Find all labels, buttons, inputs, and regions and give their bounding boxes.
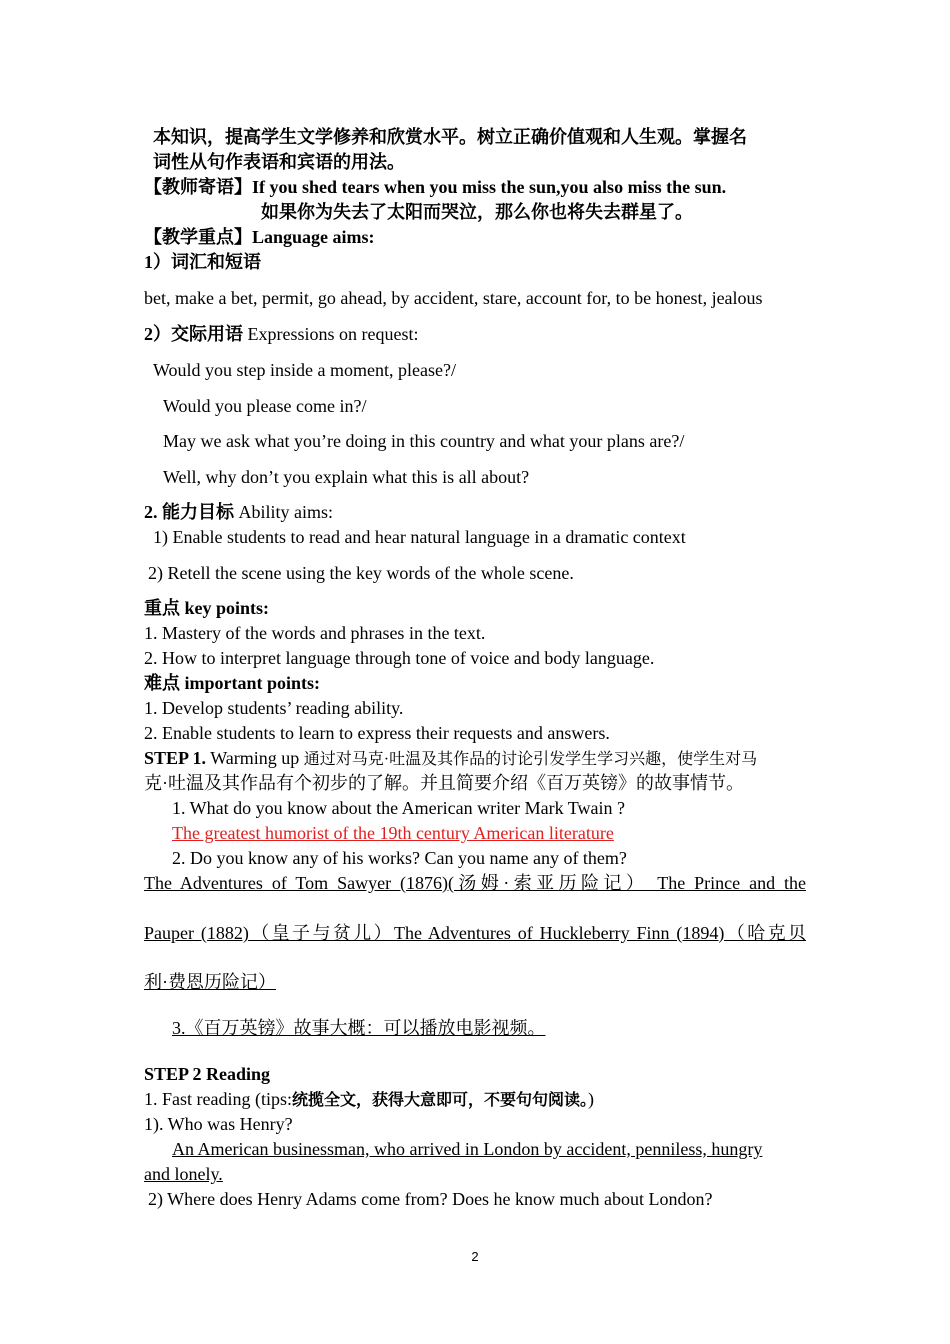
fast-reading	[144, 1087, 594, 1113]
step1-question-3: 3.《百万英镑》故事大概：可以播放电影视频。	[172, 1018, 546, 1038]
important-point-item: 2. Enable students to learn to express their requests and answers.	[144, 723, 610, 743]
step2-answer-1-line-1: An American businessman, who arrived in London by accident, penniless, hungry	[172, 1139, 763, 1159]
step2-heading: STEP 2 Reading	[144, 1064, 271, 1084]
page-number: 2	[471, 1249, 479, 1264]
teacher-quote-cn: 如果你为失去了太阳而哭泣，那么你也将失去群星了。	[261, 202, 693, 222]
step1-question-2: 2. Do you know any of his works? Can you name any of them?	[172, 848, 627, 868]
expressions-heading-en: Expressions on request:	[243, 324, 419, 344]
key-point-item: 2. How to interpret language through tone of voice and body language.	[144, 648, 655, 668]
step1-label: STEP 1.	[144, 748, 207, 768]
expression-item: May we ask what you’re doing in this country and what your plans are?/	[163, 431, 685, 451]
intro-line-1: 本知识，提高学生文学修养和欣赏水平。树立正确价值观和人生观。掌握名	[153, 127, 747, 147]
teaching-focus-label: 【教学重点】	[144, 227, 252, 247]
step1-answer-1: The greatest humorist of the 19th century American literature	[172, 823, 614, 843]
vocab-words: bet, make a bet, permit, go ahead, by accident, stare, account for, to be honest, jealous	[144, 288, 763, 308]
step1-desc-1: 通过对马克·吐温及其作品的讨论引发学生学习兴趣，使学生对马	[303, 751, 758, 768]
key-point-item: 1. Mastery of the words and phrases in the text.	[144, 623, 486, 643]
fast-reading-label: 1. Fast reading (tips:	[144, 1089, 292, 1109]
expression-item: Would you step inside a moment, please?/	[153, 360, 456, 380]
ability-item: 2) Retell the scene using the key words of the whole scene.	[148, 563, 574, 583]
fast-reading-end: )	[588, 1089, 594, 1109]
works-line-1: The Adventures of Tom Sawyer (1876)(汤姆·索亚历险记） The Prince and the	[144, 873, 806, 893]
step2-question-1: 1). Who was Henry?	[144, 1114, 293, 1134]
teacher-quote-en: If you shed tears when you miss the sun,you also miss the sun.	[252, 177, 727, 197]
works-line-2: Pauper (1882)（皇子与贫儿）The Adventures of Huckleberry Finn (1894)（哈克贝	[144, 923, 806, 943]
step1-question-1: 1. What do you know about the American writer Mark Twain ?	[172, 798, 625, 818]
intro-line-2: 词性从句作表语和宾语的用法。	[153, 152, 405, 172]
fast-reading-tip: 统揽全文，获得大意即可，不要句句阅读。	[291, 1092, 588, 1109]
ability-heading-en: Ability aims:	[234, 502, 333, 522]
teacher-quote	[144, 175, 726, 199]
vocab-heading: 1）词汇和短语	[144, 252, 261, 272]
step2-question-2: 2) Where does Henry Adams come from? Does he know much about London?	[148, 1189, 713, 1209]
important-point-item: 1. Develop students’ reading ability.	[144, 698, 404, 718]
expressions-heading	[144, 322, 418, 346]
teaching-focus	[144, 225, 375, 249]
teaching-focus-title: Language aims:	[252, 227, 375, 247]
expression-item: Would you please come in?/	[163, 396, 367, 416]
key-points-heading: 重点 key points:	[144, 598, 270, 618]
teacher-quote-label: 【教师寄语】	[144, 177, 252, 197]
ability-heading	[144, 500, 333, 524]
works-line-3: 利·费恩历险记）	[144, 972, 276, 992]
step1-title: Warming up	[206, 748, 304, 768]
step1-desc-2: 克·吐温及其作品有个初步的了解。并且简要介绍《百万英镑》的故事情节。	[144, 773, 744, 793]
important-points-heading: 难点 important points:	[144, 673, 321, 693]
ability-item: 1) Enable students to read and hear natural language in a dramatic context	[153, 527, 686, 547]
expression-item: Well, why don’t you explain what this is all about?	[163, 467, 530, 487]
step1-heading	[144, 746, 757, 772]
step2-answer-1-line-2: and lonely.	[144, 1164, 223, 1184]
ability-heading-num: 2. 能力目标	[144, 502, 234, 522]
expressions-heading-cn: 2）交际用语	[144, 324, 243, 344]
